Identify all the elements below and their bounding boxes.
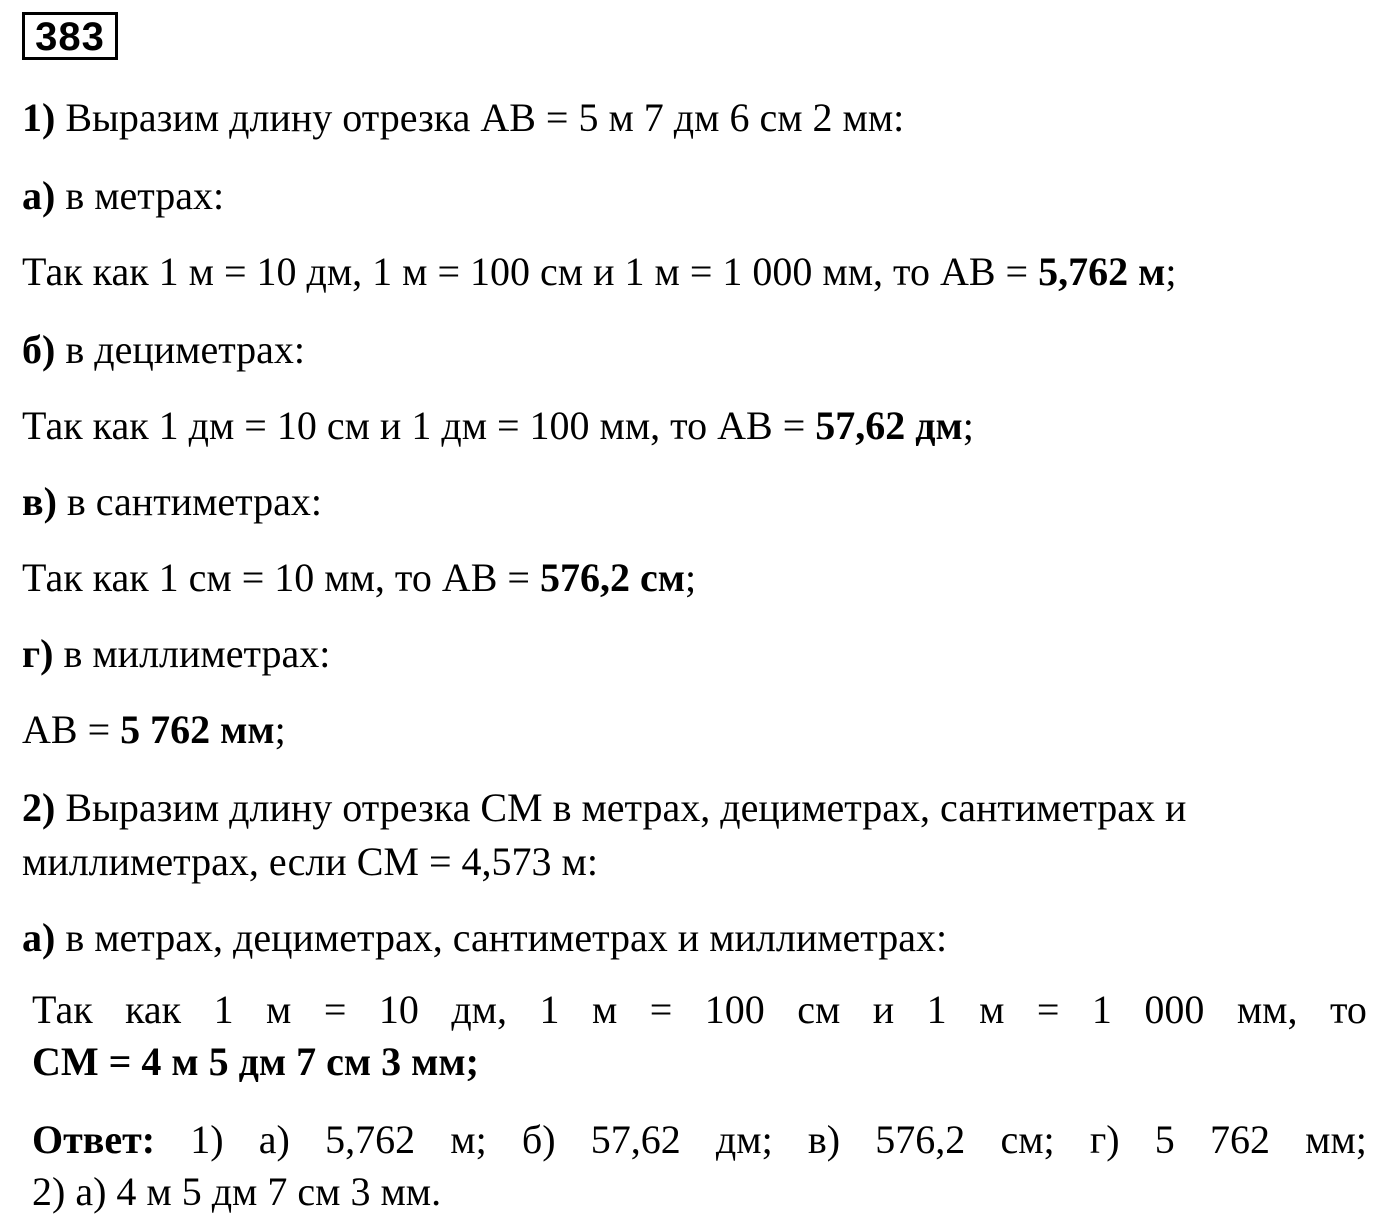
- part1-b-label: б): [22, 327, 56, 372]
- part1-c-end: ;: [684, 555, 697, 600]
- word: б): [521, 1117, 556, 1162]
- part1-d-end: ;: [274, 707, 286, 752]
- word: в): [807, 1117, 841, 1162]
- part1-intro-line: [22, 94, 904, 142]
- part2-intro-2: миллиметрах, если CM = 4,573 м:: [22, 839, 598, 884]
- part1-d-text-line: [22, 706, 286, 754]
- word: 576,2: [875, 1117, 966, 1162]
- part1-a-text: Так как 1 м = 10 дм, 1 м = 100 см и 1 м = 1 000 мм, то AB =: [22, 249, 1039, 294]
- part1-b-heading-line: [22, 326, 305, 374]
- part2-a-result: CM = 4 м 5 дм 7 см 3 мм;: [32, 1039, 479, 1084]
- word: 10: [378, 987, 419, 1032]
- part1-b-heading: в дециметрах:: [55, 327, 306, 372]
- word: =: [323, 987, 347, 1032]
- word: 000: [1144, 987, 1205, 1032]
- part1-a-text-line: [22, 248, 1176, 296]
- answer-block: [32, 1114, 1367, 1218]
- word: м;: [450, 1117, 487, 1162]
- part1-a-heading: в метрах:: [55, 173, 225, 218]
- part2-a-explanation: [32, 984, 1367, 1088]
- word: 5,762: [325, 1117, 416, 1162]
- part1-a-end: ;: [1165, 249, 1177, 294]
- part1-c-label: в): [22, 479, 57, 524]
- word: а): [258, 1117, 290, 1162]
- word: г): [1089, 1117, 1120, 1162]
- part1-d-heading-line: [22, 630, 330, 678]
- part1-c-text: Так как 1 см = 10 мм, то AB =: [22, 555, 540, 600]
- part1-d-result: 5 762 мм: [120, 707, 275, 752]
- part1-a-label: а): [22, 173, 56, 218]
- word: 1: [539, 987, 560, 1032]
- part1-d-text: AB =: [22, 707, 121, 752]
- part2-intro-line2: [22, 838, 598, 886]
- word: 1: [926, 987, 947, 1032]
- word: 5: [1154, 1117, 1175, 1162]
- word: дм;: [715, 1117, 773, 1162]
- part1-c-heading-line: [22, 478, 322, 526]
- part1-d-heading: в миллиметрах:: [53, 631, 331, 676]
- part2-label: 2): [22, 785, 56, 830]
- part1-a-result: 5,762 м: [1038, 249, 1166, 294]
- word: мм,: [1236, 987, 1298, 1032]
- part1-c-text-line: [22, 554, 696, 602]
- word: см: [797, 987, 841, 1032]
- answer-line1: [32, 1114, 1367, 1166]
- problem-number: 383: [35, 15, 105, 59]
- word: см;: [1000, 1117, 1055, 1162]
- part1-b-text: Так как 1 дм = 10 см и 1 дм = 100 мм, то AB =: [22, 403, 816, 448]
- problem-number-box: [22, 12, 118, 60]
- part1-label: 1): [22, 95, 56, 140]
- word: м: [979, 987, 1005, 1032]
- part1-b-result: 57,62 дм: [815, 403, 963, 448]
- word: м: [591, 987, 618, 1032]
- part1-c-result: 576,2 см: [539, 555, 685, 600]
- part1-b-text-line: [22, 402, 974, 450]
- part2-intro-line1: [22, 784, 1186, 832]
- word: то: [1329, 987, 1367, 1032]
- part1-b-end: ;: [962, 403, 974, 448]
- word: и: [872, 987, 895, 1032]
- part1-intro: Выразим длину отрезка AB = 5 м 7 дм 6 см 2 мм:: [55, 95, 905, 140]
- part2-a-label: а): [22, 915, 56, 960]
- word: дм,: [451, 987, 507, 1032]
- part2-a-heading-line: [22, 914, 947, 962]
- part1-a-heading-line: [22, 172, 224, 220]
- word: =: [649, 987, 673, 1032]
- part2-a-heading: в метрах, дециметрах, сантиметрах и миллиметрах:: [55, 915, 948, 960]
- word: 57,62: [590, 1117, 681, 1162]
- word: м: [266, 987, 292, 1032]
- part1-c-heading: в сантиметрах:: [56, 479, 322, 524]
- word: 1): [190, 1117, 224, 1162]
- word: 762: [1209, 1117, 1270, 1162]
- word: как: [125, 987, 182, 1032]
- word: мм;: [1305, 1117, 1367, 1162]
- word: 100: [704, 987, 765, 1032]
- part2-intro-1: Выразим длину отрезка CM в метрах, дециметрах, сантиметрах и: [55, 785, 1187, 830]
- word: 1: [213, 987, 234, 1032]
- part2-a-text-line: [32, 984, 1367, 1036]
- word: 1: [1091, 987, 1112, 1032]
- word: =: [1036, 987, 1060, 1032]
- word: Так: [32, 987, 93, 1032]
- answer-line2: 2) а) 4 м 5 дм 7 см 3 мм.: [32, 1169, 442, 1214]
- part1-d-label: г): [22, 631, 54, 676]
- answer-label: Ответ:: [32, 1117, 156, 1162]
